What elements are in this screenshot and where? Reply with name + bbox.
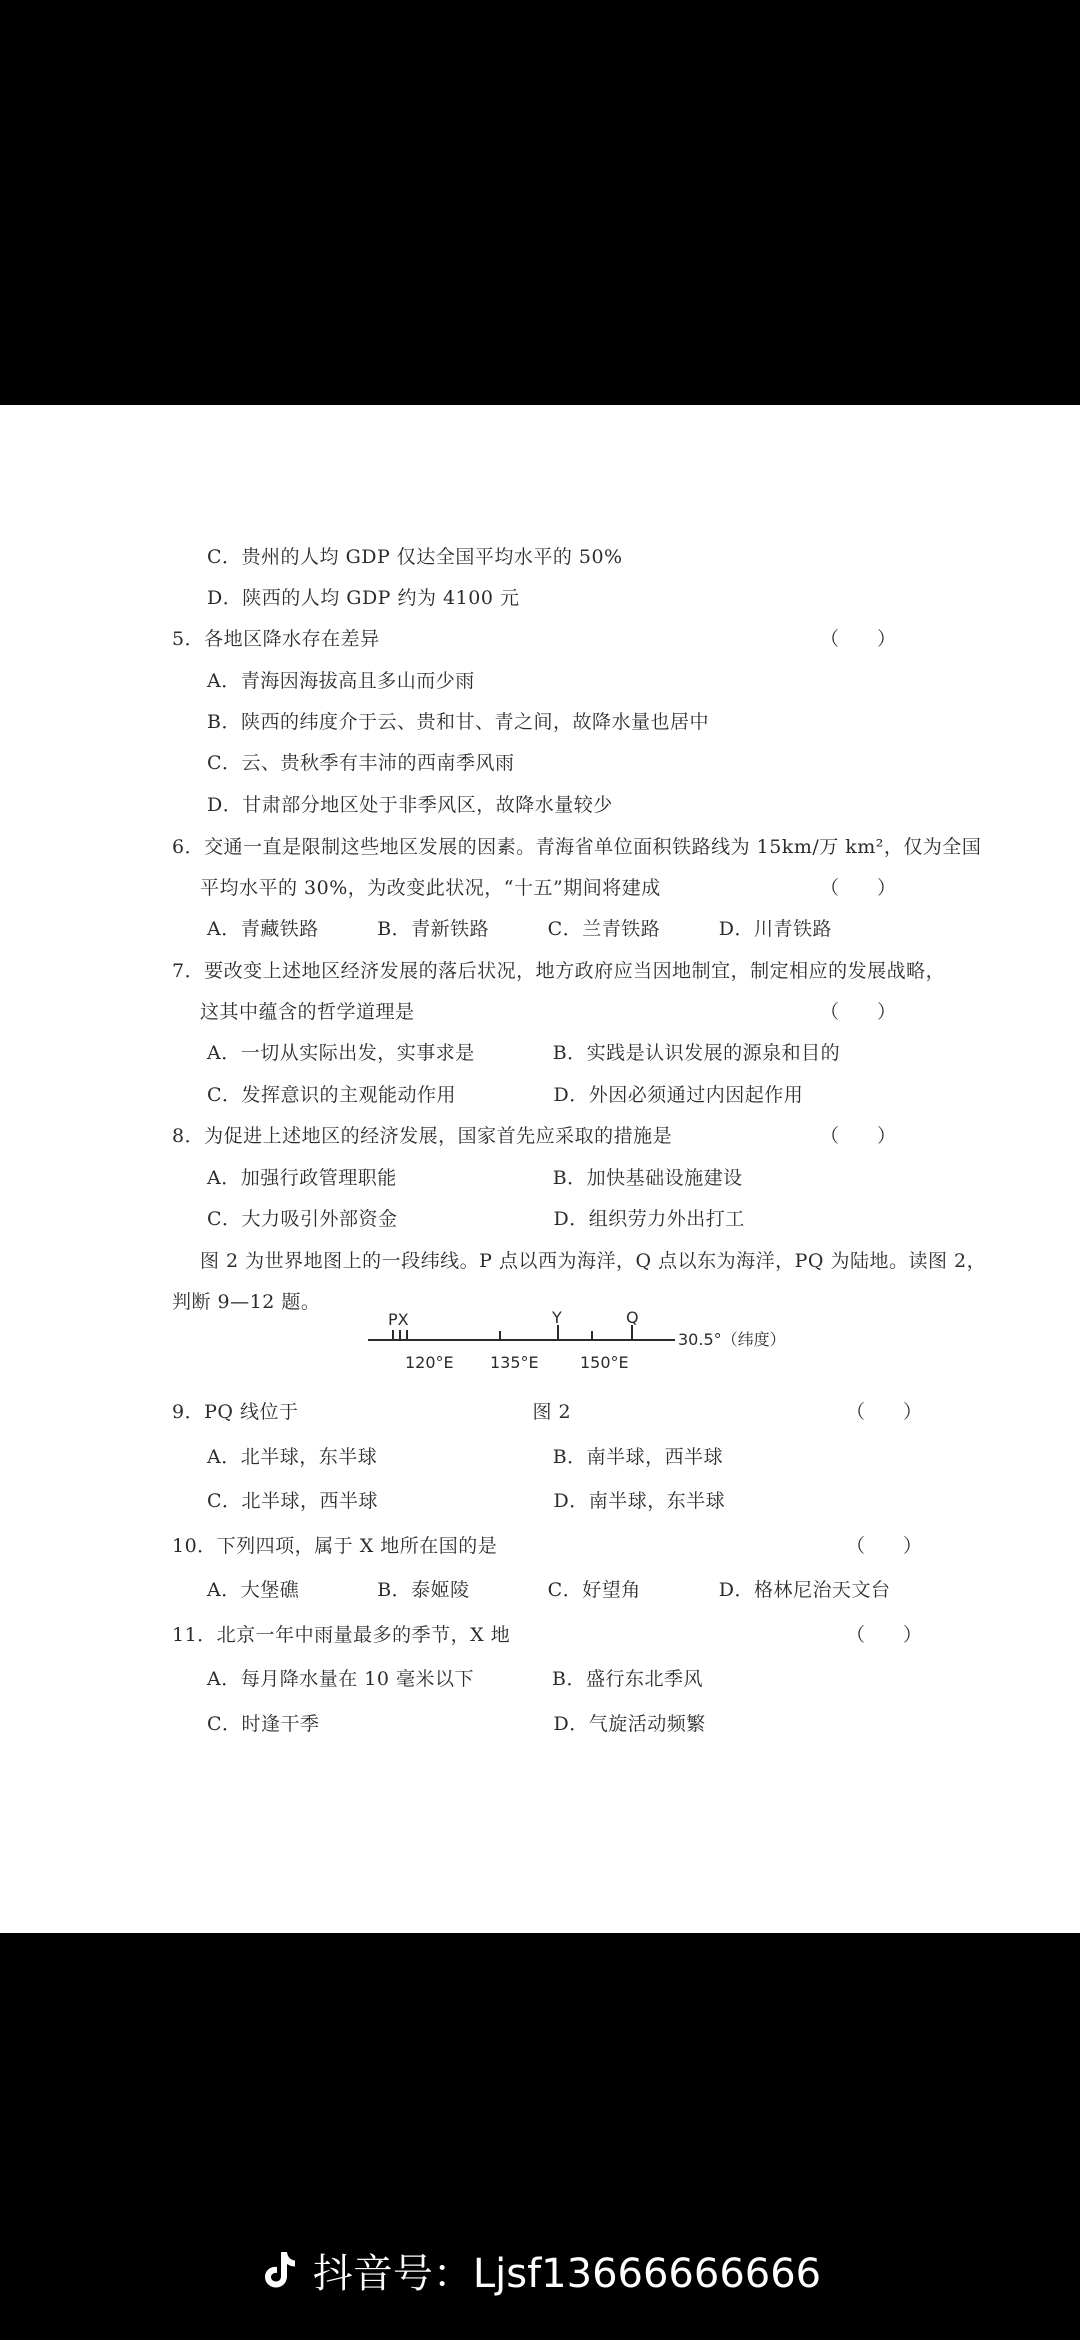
option-line: A．青海因海拔高且多山而少雨 <box>207 670 475 692</box>
option-line: C．大力吸引外部资金 D．组织劳力外出打工 <box>207 1208 745 1230</box>
label-150e: 150°E <box>580 1353 629 1372</box>
tiktok-logo-icon <box>259 2248 299 2292</box>
option-line: A．加强行政管理职能 B．加快基础设施建设 <box>207 1167 743 1189</box>
answer-bracket: （ ） <box>820 628 897 650</box>
text-line: C．贵州的人均 GDP 仅达全国平均水平的 50% <box>207 546 623 568</box>
question-6: 6．交通一直是限制这些地区发展的因素。青海省单位面积铁路线为 15km/万 km²，仅为全国 <box>172 836 982 858</box>
label-135e: 135°E <box>490 1353 539 1372</box>
label-px: PX <box>388 1310 409 1329</box>
option-line: B．陕西的纬度介于云、贵和甘、青之间，故降水量也居中 <box>207 711 709 733</box>
option-line: C．云、贵秋季有丰沛的西南季风雨 <box>207 752 515 774</box>
latitude-line-figure <box>360 1305 820 1375</box>
exam-paper <box>0 405 1080 1933</box>
question-8: 8．为促进上述地区的经济发展，国家首先应采取的措施是 <box>172 1125 673 1147</box>
option-line: A．青藏铁路 B．青新铁路 C．兰青铁路 D．川青铁路 <box>207 918 832 940</box>
label-y: Y <box>552 1308 562 1327</box>
option-line: A．大堡礁 B．泰姬陵 C．好望角 D．格林尼治天文台 <box>207 1579 891 1601</box>
question-7: 7．要改变上述地区经济发展的落后状况，地方政府应当因地制宜，制定相应的发展战略， <box>172 960 946 982</box>
question-5: 5．各地区降水存在差异 <box>172 628 380 650</box>
answer-bracket: （ ） <box>820 877 897 899</box>
answer-bracket: （ ） <box>846 1624 923 1646</box>
answer-bracket: （ ） <box>820 1001 897 1023</box>
answer-bracket: （ ） <box>846 1535 923 1557</box>
label-latitude: 30.5°（纬度） <box>678 1330 786 1349</box>
option-line: A．北半球，东半球 B．南半球，西半球 <box>207 1446 724 1468</box>
option-line: A．每月降水量在 10 毫米以下 B．盛行东北季风 <box>207 1668 703 1690</box>
option-line: A．一切从实际出发，实事求是 B．实践是认识发展的源泉和目的 <box>207 1042 841 1064</box>
option-line: C．发挥意识的主观能动作用 D．外因必须通过内因起作用 <box>207 1084 804 1106</box>
text-line: D．陕西的人均 GDP 约为 4100 元 <box>207 587 520 609</box>
option-line: C．北半球，西半球 D．南半球，东半球 <box>207 1490 726 1512</box>
text-line: 判断 9—12 题。 <box>172 1291 321 1313</box>
question-9: 9．PQ 线位于 图 2 <box>172 1401 572 1423</box>
question-10: 10．下列四项，属于 X 地所在国的是 <box>172 1535 498 1557</box>
figure-intro: 图 2 为世界地图上的一段纬线。P 点以西为海洋，Q 点以东为海洋，PQ 为陆地。读图 2， <box>200 1250 987 1272</box>
label-q: Q <box>626 1308 639 1327</box>
answer-bracket: （ ） <box>846 1401 923 1423</box>
answer-bracket: （ ） <box>820 1125 897 1147</box>
option-line: C．时逢干季 D．气旋活动频繁 <box>207 1713 706 1735</box>
question-11: 11．北京一年中雨量最多的季节，X 地 <box>172 1624 511 1646</box>
watermark-text: 抖音号：Ljsf13666666666 <box>312 2250 822 2297</box>
label-120e: 120°E <box>405 1353 454 1372</box>
option-line: D．甘肃部分地区处于非季风区，故降水量较少 <box>207 794 613 816</box>
watermark <box>0 2240 1080 2300</box>
text-line: 平均水平的 30%，为改变此状况，“十五”期间将建成 <box>200 877 661 899</box>
text-line: 这其中蕴含的哲学道理是 <box>200 1001 415 1023</box>
